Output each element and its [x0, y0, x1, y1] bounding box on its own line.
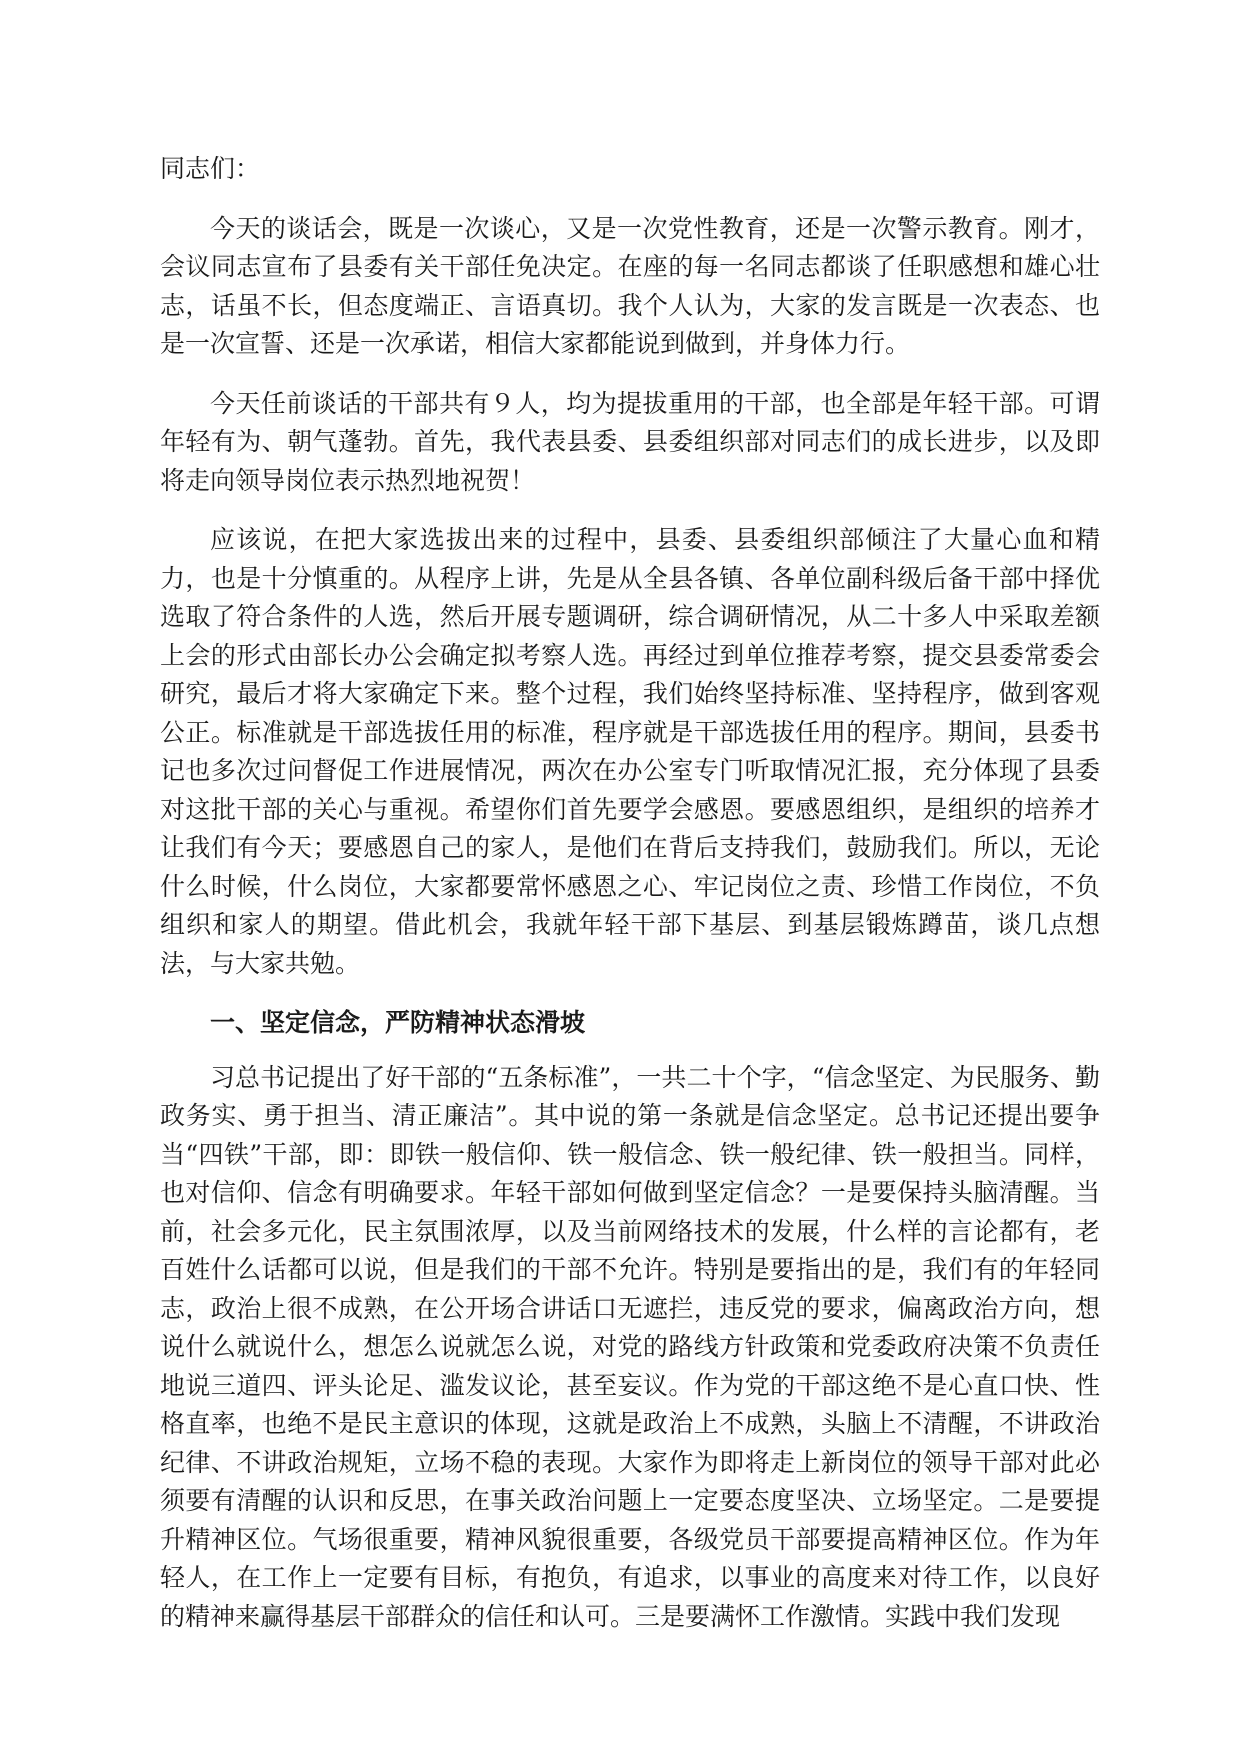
paragraph-section-one: 习总书记提出了好干部的“五条标准”，一共二十个字，“信念坚定、为民服务、勤政务实、勇于担当、清正廉洁”。其中说的第一条就是信念坚定。总书记还提出要争当“四铁”干部，即：即铁一般信仰、铁一般信念、铁一般纪律、铁一般担当。同样，也对信仰、信念有明确要求。年轻干部如何做到坚定信念？一是要保持头脑清醒。当前，社会多元化，民主氛围浓厚，以及当前网络技术的发展，什么样的言论都有，老百姓什么话都可以说，但是我们的干部不允许。特别是要指出的是，我们有的年轻同志，政治上很不成熟，在公开场合讲话口无遮拦，违反党的要求，偏离政治方向，想说什么就说什么，想怎么说就怎么说，对党的路线方针政策和党委政府决策不负责任地说三道四、评头论足、滥发议论，甚至妄议。作为党的干部这绝不是心直口快、性格直率，也绝不是民主意识的体现，这就是政治上不成熟，头脑上不清醒，不讲政治纪律、不讲政治规矩，立场不稳的表现。大家作为即将走上新岗位的领导干部对此必须要有清醒的认识和反思，在事关政治问题上一定要态度坚决、立场坚定。二是要提升精神区位。气场很重要，精神风貌很重要，各级党员干部要提高精神区位。作为年轻人，在工作上一定要有目标，有抱负，有追求，以事业的高度来对待工作，以良好的精神来赢得基层干部群众的信任和认可。三是要满怀工作激情。实践中我们发现: [160, 1062, 1100, 1631]
document-page: [160, 150, 1100, 1657]
salutation: 同志们：: [160, 154, 261, 183]
paragraph-opening: 今天的谈话会，既是一次谈心，又是一次党性教育，还是一次警示教育。刚才，会议同志宣布了县委有关干部任免决定。在座的每一名同志都谈了任职感想和雄心壮志，话虽不长，但态度端正、言语真切。我个人认为，大家的发言既是一次表态、也是一次宣誓、还是一次承诺，相信大家都能说到做到，并身体力行。: [160, 213, 1100, 358]
section-heading: 一、坚定信念，严防精神状态滑坡: [210, 1008, 586, 1037]
paragraph-selection-process: 应该说，在把大家选拔出来的过程中，县委、县委组织部倾注了大量心血和精力，也是十分慎重的。从程序上讲，先是从全县各镇、各单位副科级后备干部中择优选取了符合条件的人选，然后开展专题调研，综合调研情况，从二十多人中采取差额上会的形式由部长办公会确定拟考察人选。再经过到单位推荐考察，提交县委常委会研究，最后才将大家确定下来。整个过程，我们始终坚持标准、坚持程序，做到客观公正。标准就是干部选拔任用的标准，程序就是干部选拔任用的程序。期间，县委书记也多次过问督促工作进展情况，两次在办公室专门听取情况汇报，充分体现了县委对这批干部的关心与重视。希望你们首先要学会感恩。要感恩组织，是组织的培养才让我们有今天；要感恩自己的家人，是他们在背后支持我们，鼓励我们。所以，无论什么时候，什么岗位，大家都要常怀感恩之心、牢记岗位之责、珍惜工作岗位，不负组织和家人的期望。借此机会，我就年轻干部下基层、到基层锻炼蹲苗，谈几点想法，与大家共勉。: [160, 525, 1100, 978]
paragraph-congratulations: 今天任前谈话的干部共有９人，均为提拔重用的干部，也全部是年轻干部。可谓年轻有为、朝气蓬勃。首先，我代表县委、县委组织部对同志们的成长进步，以及即将走向领导岗位表示热烈地祝贺！: [160, 388, 1100, 495]
